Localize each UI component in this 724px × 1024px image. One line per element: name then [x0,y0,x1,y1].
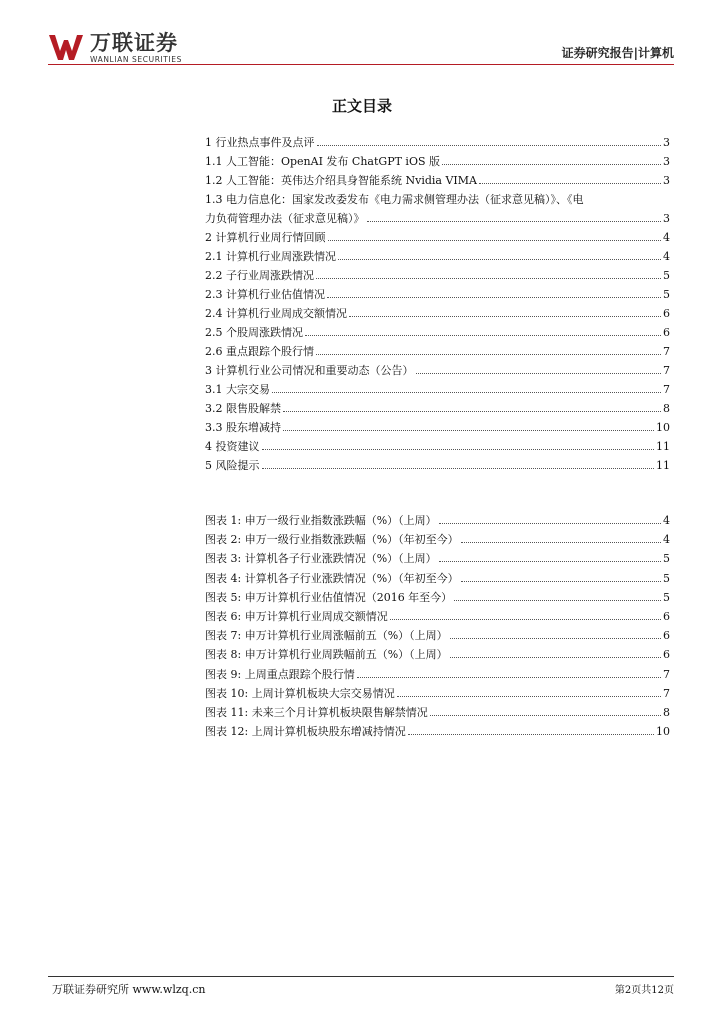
dot-leader [450,657,661,658]
toc-entry[interactable] [205,247,670,266]
toc-entry-page: 6 [663,307,670,320]
dot-leader [328,240,662,241]
toc-entry-page: 11 [656,459,670,472]
dot-leader [390,619,661,620]
toc-entry[interactable] [205,152,670,171]
table-of-contents [205,133,670,475]
figure-entry-page: 7 [663,667,670,681]
toc-entry-label: 3.2 限售股解禁 [205,402,281,415]
toc-entry-page: 7 [663,383,670,396]
toc-entry-label: 1 行业热点事件及点评 [205,136,315,149]
figure-entry-page: 5 [663,571,670,585]
figure-entry-page: 6 [663,648,670,662]
figure-entry[interactable] [205,645,670,664]
toc-entry-page: 3 [663,136,670,149]
dot-leader [262,449,655,450]
figure-entry-label: 图表 3: 计算机各子行业涨跌情况（%）（上周） [205,552,437,566]
toc-entry-label: 2.3 计算机行业估值情况 [205,288,325,301]
dot-leader [367,221,662,222]
dot-leader [461,542,661,543]
dot-leader [305,335,661,336]
figure-entry[interactable] [205,665,670,684]
toc-entry-page: 11 [656,440,670,453]
document-type: 证券研究报告|计算机 [561,46,674,60]
dot-leader [272,392,661,393]
dot-leader [262,468,655,469]
figure-entry-label: 图表 8: 申万计算机行业周跌幅前五（%）（上周） [205,648,448,662]
toc-entry-label: 3.3 股东增减持 [205,421,281,434]
figure-entry-label: 图表 7: 申万计算机行业周涨幅前五（%）（上周） [205,629,448,643]
toc-entry[interactable] [205,418,670,437]
figure-entry-label: 图表 2: 申万一级行业指数涨跌幅（%）（年初至今） [205,533,459,547]
toc-entry-page: 8 [663,402,670,415]
toc-entry[interactable] [205,342,670,361]
figure-entry[interactable] [205,626,670,645]
dot-leader [416,373,662,374]
toc-entry-page: 4 [663,231,670,244]
dot-leader [439,561,661,562]
dot-leader [430,715,661,716]
toc-entry-label: 4 投资建议 [205,440,260,453]
header-divider [48,64,674,65]
figure-entry-label: 图表 1: 申万一级行业指数涨跌幅（%）（上周） [205,514,437,527]
figure-entry[interactable] [205,569,670,588]
toc-entry-label: 2.4 计算机行业周成交额情况 [205,307,347,320]
page-header [48,30,674,64]
toc-entry[interactable] [205,456,670,475]
toc-entry-label: 1.1 人工智能：OpenAI 发布 ChatGPT iOS 版 [205,155,440,168]
toc-entry[interactable] [205,323,670,342]
footer-page-number: 第2页共12页 [614,985,674,996]
toc-entry-page: 5 [663,269,670,282]
figure-entry-label: 图表 12: 上周计算机板块股东增减持情况 [205,725,406,739]
dot-leader [408,734,654,735]
toc-entry-label: 2.1 计算机行业周涨跌情况 [205,250,336,263]
toc-entry[interactable] [205,380,670,399]
toc-entry[interactable] [205,361,670,380]
toc-entry-label: 力负荷管理办法（征求意见稿）》 [205,212,365,225]
dot-leader [338,259,661,260]
dot-leader [357,677,661,678]
toc-entry-page: 10 [656,421,670,434]
footer-divider [48,976,674,977]
toc-entry-label: 2.2 子行业周涨跌情况 [205,269,314,282]
dot-leader [454,600,661,601]
toc-entry-label: 5 风险提示 [205,459,260,472]
dot-leader [317,145,662,146]
figure-entry-page: 8 [663,705,670,719]
toc-entry[interactable] [205,285,670,304]
toc-title: 正文目录 [331,97,392,115]
figure-entry-label: 图表 6: 申万计算机行业周成交额情况 [205,609,388,623]
toc-entry[interactable] [205,437,670,456]
toc-entry[interactable] [205,399,670,418]
wanlian-logo-icon [48,32,86,62]
figure-entry[interactable] [205,684,670,703]
figure-entry[interactable] [205,549,670,568]
figure-entry[interactable] [205,607,670,626]
dot-leader [397,696,661,697]
toc-entry-page: 4 [663,250,670,263]
dot-leader [283,411,661,412]
figure-entry[interactable] [205,703,670,722]
toc-entry-label: 1.2 人工智能：英伟达介绍具身智能系统 Nvidia VIMA [205,174,477,187]
toc-entry[interactable] [205,266,670,285]
logo-text-cn: 万联证券 [90,31,178,55]
toc-entry-label: 2.5 个股周涨跌情况 [205,326,303,339]
dot-leader [439,523,661,524]
toc-entry-page: 5 [663,288,670,301]
toc-entry-page: 3 [663,155,670,168]
dot-leader [479,183,661,184]
figure-entry-page: 5 [663,590,670,604]
dot-leader [327,297,661,298]
dot-leader [442,164,661,165]
toc-entry[interactable] [205,190,670,209]
toc-entry-label: 3.1 大宗交易 [205,383,270,396]
dot-leader [316,354,661,355]
toc-entry[interactable] [205,304,670,323]
toc-entry[interactable] [205,133,670,152]
figure-entry[interactable] [205,722,670,741]
toc-entry-page: 3 [663,174,670,187]
figure-entry-page: 10 [656,725,670,739]
figure-entry-page: 7 [663,686,670,700]
logo-text-en: WANLIAN SECURITIES [90,55,183,64]
figure-entry[interactable] [205,588,670,607]
figure-entry-label: 图表 10: 上周计算机板块大宗交易情况 [205,686,395,700]
dot-leader [461,581,661,582]
figure-entry-label: 图表 5: 申万计算机行业估值情况（2016 年至今） [205,590,453,604]
figure-entry-page: 6 [663,609,670,623]
toc-entry[interactable] [205,171,670,190]
dot-leader [349,316,661,317]
toc-entry-page: 3 [663,212,670,225]
toc-entry-label: 1.3 电力信息化：国家发改委发布《电力需求侧管理办法（征求意见稿）》、《电 [205,193,584,206]
dot-leader [316,278,661,279]
figure-entry[interactable] [205,530,670,549]
figure-entry-page: 6 [663,629,670,643]
toc-entry-page: 7 [663,345,670,358]
dot-leader [450,638,661,639]
figure-entry-page: 5 [663,552,670,566]
figure-entry-label: 图表 11: 未来三个月计算机板块限售解禁情况 [205,705,428,719]
toc-entry-label: 3 计算机行业公司情况和重要动态（公告） [205,364,414,377]
toc-entry[interactable] [205,209,670,228]
dot-leader [283,430,654,431]
figure-entry-label: 图表 4: 计算机各子行业涨跌情况（%）（年初至今） [205,571,459,585]
toc-entry-label: 2 计算机行业周行情回顾 [205,231,326,244]
figure-entry-label: 图表 9: 上周重点跟踪个股行情 [205,667,355,681]
footer-source: 万联证券研究所 www.wlzq.cn [52,983,206,996]
figure-index [205,511,670,741]
toc-entry-page: 7 [663,364,670,377]
toc-entry-label: 2.6 重点跟踪个股行情 [205,345,314,358]
toc-entry[interactable] [205,228,670,247]
toc-entry-page: 6 [663,326,670,339]
figure-entry-page: 4 [663,514,670,527]
figure-entry-page: 4 [663,533,670,547]
figure-entry[interactable] [205,511,670,530]
